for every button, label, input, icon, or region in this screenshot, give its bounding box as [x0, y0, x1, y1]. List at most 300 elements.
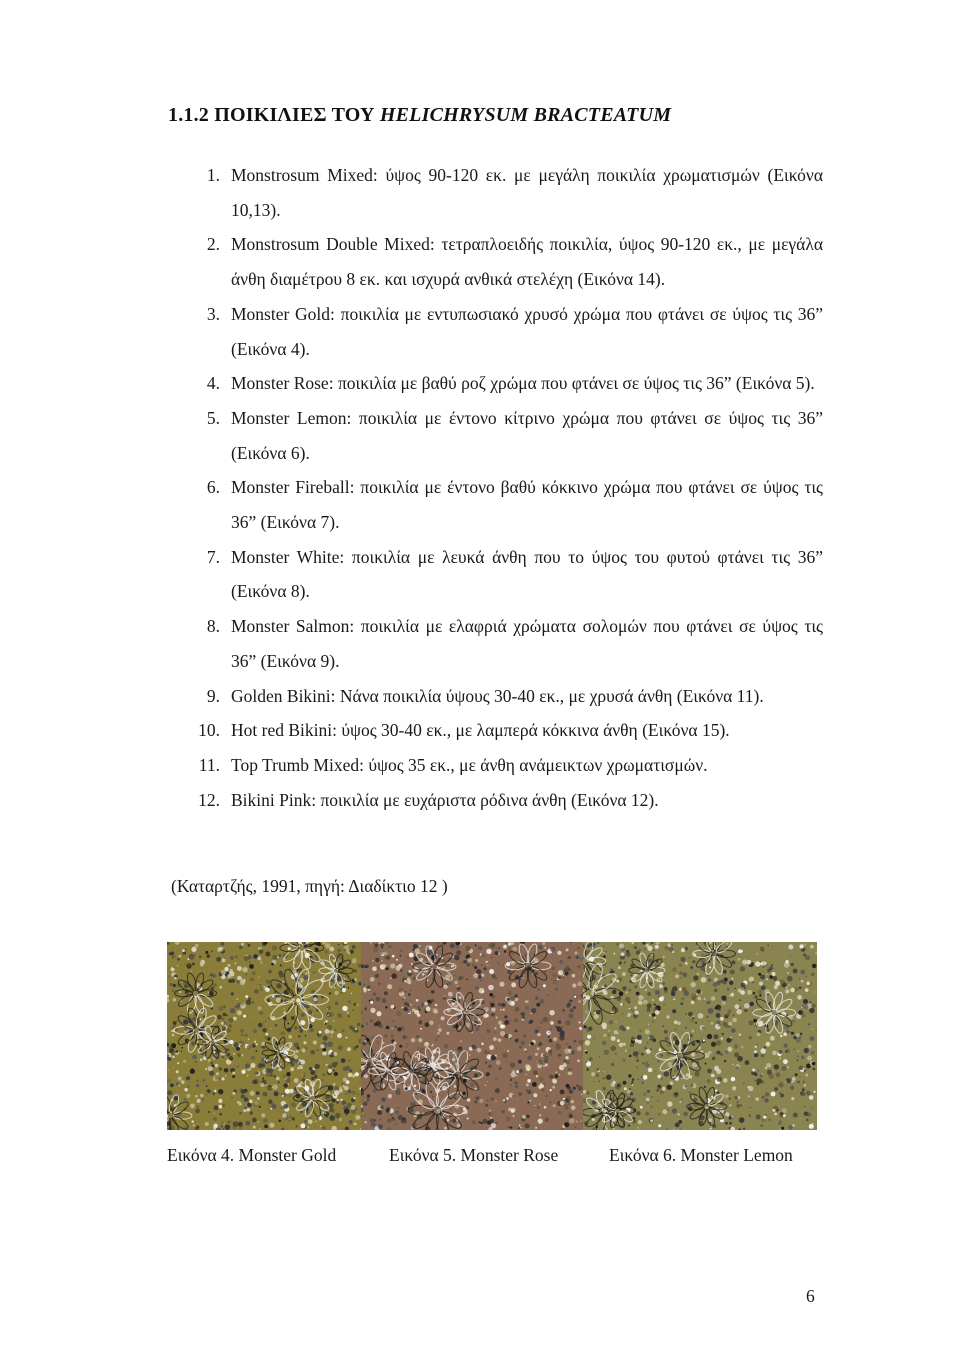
photo-speckle — [280, 1033, 281, 1034]
photo-speckle — [647, 1102, 649, 1104]
photo-speckle — [616, 943, 619, 946]
photo-speckle — [462, 962, 464, 964]
photo-speckle — [435, 1038, 438, 1041]
photo-speckle — [437, 1032, 440, 1035]
photo-speckle — [259, 949, 264, 954]
photo-speckle — [301, 1078, 305, 1082]
photo-speckle — [730, 993, 734, 997]
photo-speckle — [788, 984, 790, 986]
photo-speckle — [245, 995, 248, 998]
photo-speckle — [766, 974, 767, 975]
photo-speckle — [483, 967, 486, 970]
photo-speckle — [485, 1061, 488, 1064]
photo-speckle — [400, 955, 402, 957]
photo-speckle — [763, 1116, 766, 1119]
photo-speckle — [445, 974, 450, 979]
photo-speckle — [403, 996, 405, 998]
photo-speckle — [294, 1055, 299, 1060]
photo-speckle — [692, 1015, 694, 1017]
photo-speckle — [766, 1034, 768, 1036]
photo-speckle — [805, 988, 809, 992]
photo-speckle — [638, 995, 643, 1000]
photo-speckle — [622, 986, 626, 990]
photo-speckle — [679, 971, 683, 975]
photo-speckle — [210, 1061, 213, 1064]
photo-speckle — [266, 980, 270, 984]
photo-speckle — [614, 953, 616, 955]
figure-monster-rose-photo — [361, 942, 583, 1130]
photo-speckle — [755, 1046, 757, 1048]
photo-speckle — [217, 1015, 222, 1020]
photo-speckle — [780, 1035, 783, 1038]
photo-speckle — [377, 1041, 380, 1044]
photo-speckle — [494, 1031, 497, 1034]
photo-speckle — [648, 1024, 649, 1025]
photo-speckle — [649, 1048, 652, 1051]
photo-speckle — [226, 1060, 228, 1062]
photo-speckle — [591, 974, 596, 979]
photo-speckle — [265, 1073, 270, 1078]
photo-speckle — [634, 1006, 637, 1009]
photo-speckle — [663, 956, 665, 958]
photo-speckle — [806, 1119, 809, 1122]
photo-speckle — [743, 1128, 745, 1130]
photo-speckle — [806, 1091, 811, 1096]
photo-speckle — [296, 998, 300, 1002]
heading-latin-name: HELICHRYSUM BRACTEATUM — [379, 104, 672, 126]
photo-speckle — [704, 998, 706, 1000]
photo-speckle — [793, 1048, 795, 1050]
photo-speckle — [317, 1117, 320, 1120]
photo-speckle — [305, 1092, 308, 1095]
photo-speckle — [222, 1018, 224, 1020]
photo-speckle — [287, 1023, 289, 1025]
photo-speckle — [244, 956, 249, 961]
photo-speckle — [631, 1081, 633, 1083]
photo-speckle — [553, 980, 557, 984]
photo-speckle — [704, 1086, 706, 1088]
photo-speckle — [749, 977, 754, 982]
photo-speckle — [814, 1091, 816, 1093]
photo-speckle — [654, 1071, 656, 1073]
photo-speckle — [235, 962, 237, 964]
photo-speckle — [355, 958, 356, 959]
photo-speckle — [426, 1099, 427, 1100]
photo-speckle — [370, 1019, 373, 1022]
photo-speckle — [801, 980, 804, 983]
photo-speckle — [792, 1124, 794, 1126]
photo-speckle — [753, 1019, 757, 1023]
photo-speckle — [391, 1005, 395, 1009]
photo-speckle — [453, 975, 455, 977]
photo-speckle — [812, 964, 817, 969]
photo-speckle — [295, 1050, 298, 1053]
photo-speckle — [564, 1048, 569, 1053]
photo-speckle — [254, 1041, 256, 1043]
photo-speckle — [637, 1079, 639, 1081]
photo-speckle — [551, 978, 553, 980]
photo-speckle — [421, 1003, 424, 1006]
photo-speckle — [586, 1011, 588, 1013]
photo-speckle — [374, 1025, 375, 1026]
photo-speckle — [173, 1066, 174, 1067]
photo-speckle — [506, 1097, 509, 1100]
photo-speckle — [506, 1060, 507, 1061]
photo-speckle — [507, 970, 511, 974]
photo-speckle — [381, 960, 383, 962]
photo-speckle — [734, 1096, 737, 1099]
photo-speckle — [345, 1066, 350, 1071]
photo-speckle — [814, 991, 815, 992]
photo-speckle — [218, 1006, 223, 1011]
photo-speckle — [671, 944, 673, 946]
photo-speckle — [764, 1046, 766, 1048]
photo-speckle — [540, 1084, 544, 1088]
photo-speckle — [268, 970, 272, 974]
photo-speckle — [602, 1041, 606, 1045]
photo-speckle — [416, 999, 419, 1002]
photo-speckle — [197, 1099, 201, 1103]
photo-speckle — [414, 1085, 416, 1087]
photo-speckle — [286, 1020, 288, 1022]
photo-speckle — [240, 1029, 244, 1033]
photo-speckle — [621, 952, 625, 956]
photo-speckle — [396, 959, 398, 961]
photo-speckle — [510, 1063, 515, 1068]
photo-speckle — [478, 1025, 480, 1027]
photo-speckle — [608, 1034, 611, 1037]
photo-speckle — [329, 947, 334, 952]
list-item — [0, 713, 960, 748]
photo-speckle — [409, 953, 414, 958]
photo-speckle — [619, 1043, 624, 1048]
photo-speckle — [310, 1050, 315, 1055]
photo-speckle — [283, 1008, 284, 1009]
photo-speckle — [780, 1094, 784, 1098]
photo-speckle — [259, 1128, 261, 1130]
photo-speckle — [477, 1048, 482, 1053]
photo-speckle — [302, 974, 304, 976]
photo-speckle — [325, 943, 330, 948]
photo-speckle — [515, 1007, 520, 1012]
photo-speckle — [191, 1042, 195, 1046]
photo-speckle — [569, 1090, 573, 1094]
photo-speckle — [647, 946, 652, 951]
photo-speckle — [626, 950, 629, 953]
photo-speckle — [475, 1096, 479, 1100]
photo-speckle — [487, 964, 489, 966]
photo-speckle — [422, 1090, 426, 1094]
photo-speckle — [813, 1068, 816, 1071]
photo-speckle — [240, 980, 245, 985]
photo-speckle — [538, 1042, 542, 1046]
photo-speckle — [485, 1085, 486, 1086]
photo-speckle — [363, 983, 366, 986]
photo-speckle — [344, 1109, 350, 1115]
photo-speckle — [450, 955, 451, 956]
photo-speckle — [578, 1029, 579, 1030]
photo-speckle — [726, 943, 728, 945]
photo-speckle — [407, 1043, 409, 1045]
photo-speckle — [499, 982, 504, 987]
photo-speckle — [683, 1112, 688, 1117]
heading-prefix: 1.1.2 ΠΟΙΚΙΛΙΕΣ ΤΟΥ — [168, 104, 380, 126]
photo-speckle — [514, 994, 518, 998]
photo-speckle — [401, 950, 403, 952]
photo-speckle — [396, 944, 397, 945]
photo-speckle — [404, 1007, 408, 1011]
photo-speckle — [378, 985, 379, 986]
photo-speckle — [678, 1113, 680, 1115]
photo-speckle — [235, 1064, 239, 1068]
photo-speckle — [486, 1014, 489, 1017]
photo-speckle — [617, 1033, 619, 1035]
photo-speckle — [752, 1099, 753, 1100]
photo-speckle — [729, 1098, 731, 1100]
photo-speckle — [487, 1023, 489, 1025]
photo-speckle — [788, 945, 793, 950]
photo-speckle — [492, 1001, 493, 1002]
photo-speckle — [342, 1083, 344, 1085]
photo-speckle — [167, 975, 170, 978]
photo-speckle — [511, 996, 515, 1000]
photo-speckle — [177, 958, 180, 961]
photo-speckle — [518, 1092, 522, 1096]
photo-speckle — [702, 1049, 704, 1051]
photo-speckle — [574, 1127, 576, 1129]
photo-speckle — [566, 1043, 568, 1045]
photo-speckle — [577, 1060, 580, 1063]
photo-speckle — [246, 943, 247, 944]
photo-speckle — [745, 1060, 750, 1065]
photo-speckle — [667, 1101, 672, 1106]
photo-speckle — [273, 1075, 276, 1078]
photo-speckle — [714, 1034, 719, 1039]
photo-speckle — [801, 1056, 804, 1059]
photo-speckle — [611, 1046, 617, 1052]
photo-speckle — [443, 985, 447, 989]
photo-speckle — [417, 1006, 420, 1009]
photo-speckle — [809, 1095, 814, 1100]
photo-speckle — [372, 960, 374, 962]
photo-speckle — [660, 1090, 664, 1094]
photo-speckle — [593, 1081, 594, 1082]
photo-speckle — [690, 966, 693, 969]
photo-speckle — [671, 1031, 672, 1032]
photo-speckle — [707, 1020, 709, 1022]
photo-speckle — [401, 1120, 405, 1124]
photo-speckle — [629, 1050, 630, 1051]
photo-speckle — [444, 1127, 447, 1130]
photo-speckle — [801, 1006, 803, 1008]
photo-speckle — [486, 1072, 489, 1075]
photo-speckle — [586, 1091, 589, 1094]
photo-speckle — [639, 1030, 642, 1033]
photo-speckle — [536, 1003, 540, 1007]
photo-speckle — [475, 1027, 479, 1031]
photo-speckle — [299, 1029, 303, 1033]
photo-speckle — [345, 1114, 347, 1116]
photo-speckle — [174, 955, 176, 957]
photo-speckle — [519, 1046, 522, 1049]
photo-speckle — [222, 1055, 225, 1058]
photo-speckle — [647, 1003, 652, 1008]
photo-speckle — [528, 1021, 531, 1024]
photo-speckle — [587, 1035, 591, 1039]
photo-speckle — [696, 989, 701, 994]
photo-speckle — [695, 1022, 697, 1024]
photo-speckle — [426, 1043, 428, 1045]
photo-speckle — [806, 1064, 811, 1069]
photo-speckle — [349, 1120, 353, 1124]
photo-speckle — [672, 1009, 676, 1013]
photo-speckle — [483, 1119, 488, 1124]
photo-speckle — [352, 1091, 356, 1095]
photo-speckle — [793, 1113, 798, 1118]
photo-speckle — [263, 1092, 268, 1097]
photo-speckle — [717, 1077, 722, 1082]
photo-speckle — [640, 1106, 643, 1109]
photo-speckle — [454, 1097, 456, 1099]
photo-speckle — [542, 1089, 545, 1092]
photo-speckle — [620, 1003, 623, 1006]
photo-speckle — [327, 1014, 329, 1016]
photo-speckle — [280, 964, 281, 965]
photo-speckle — [484, 1050, 488, 1054]
photo-speckle — [597, 1068, 600, 1071]
photo-speckle — [335, 1029, 336, 1030]
photo-speckle — [248, 1038, 250, 1040]
photo-speckle — [519, 1125, 521, 1127]
photo-speckle — [459, 996, 462, 999]
photo-speckle — [504, 1034, 508, 1038]
photo-speckle — [742, 960, 747, 965]
photo-speckle — [325, 1020, 328, 1023]
photo-speckle — [363, 987, 366, 990]
photo-speckle — [343, 982, 345, 984]
photo-speckle — [523, 1034, 526, 1037]
photo-speckle — [678, 1120, 682, 1124]
photo-speckle — [812, 1062, 816, 1066]
photo-speckle — [195, 1061, 197, 1063]
photo-speckle — [233, 1053, 235, 1055]
photo-speckle — [475, 986, 479, 990]
photo-speckle — [779, 1120, 783, 1124]
photo-speckle — [279, 1120, 282, 1123]
photo-speckle — [548, 1049, 552, 1053]
photo-speckle — [243, 1015, 246, 1018]
photo-speckle — [656, 1089, 659, 1092]
photo-speckle — [646, 1062, 647, 1063]
photo-speckle — [313, 997, 317, 1001]
photo-speckle — [509, 950, 511, 952]
photo-speckle — [536, 1030, 539, 1033]
photo-speckle — [278, 954, 281, 957]
photo-speckle — [327, 1025, 332, 1030]
photo-speckle — [269, 1099, 271, 1101]
photo-speckle — [407, 956, 410, 959]
photo-speckle — [348, 987, 349, 988]
photo-speckle — [356, 1115, 360, 1119]
photo-speckle — [219, 986, 222, 989]
photo-speckle — [695, 1000, 697, 1002]
photo-speckle — [487, 1029, 491, 1033]
photo-speckle — [721, 1001, 726, 1006]
photo-speckle — [214, 1090, 216, 1092]
photo-speckle — [800, 1033, 802, 1035]
photo-speckle — [576, 1121, 578, 1123]
photo-speckle — [739, 999, 741, 1001]
photo-speckle — [342, 1006, 347, 1011]
photo-speckle — [370, 1118, 374, 1122]
photo-speckle — [463, 960, 467, 964]
photo-speckle — [804, 944, 806, 946]
photo-speckle — [725, 1095, 729, 1099]
photo-speckle — [390, 977, 392, 979]
photo-speckle — [333, 1052, 337, 1056]
photo-speckle — [622, 1013, 623, 1014]
photo-speckle — [735, 1004, 740, 1009]
photo-speckle — [596, 1105, 598, 1107]
photo-speckle — [464, 1012, 465, 1013]
photo-speckle — [624, 961, 626, 963]
photo-speckle — [651, 1096, 652, 1097]
photo-speckle — [348, 1015, 350, 1017]
photo-speckle — [544, 1059, 548, 1063]
photo-speckle — [744, 1003, 749, 1008]
photo-speckle — [580, 1120, 582, 1122]
photo-speckle — [247, 1075, 249, 1077]
photo-speckle — [562, 1009, 565, 1012]
photo-speckle — [491, 1013, 495, 1017]
photo-speckle — [481, 954, 485, 958]
photo-speckle — [392, 1027, 394, 1029]
photo-speckle — [199, 956, 201, 958]
photo-speckle — [410, 989, 412, 991]
photo-speckle — [589, 1027, 593, 1031]
photo-speckle — [435, 1004, 437, 1006]
photo-speckle — [398, 988, 403, 993]
photo-speckle — [383, 964, 387, 968]
item-number: 6. — [206, 477, 220, 498]
photo-speckle — [274, 1091, 279, 1096]
photo-speckle — [283, 1075, 287, 1079]
photo-speckle — [741, 1046, 743, 1048]
photo-speckle — [341, 989, 343, 991]
photo-speckle — [346, 1080, 350, 1084]
photo-speckle — [681, 948, 685, 952]
photo-speckle — [348, 1073, 352, 1077]
photo-speckle — [692, 1030, 695, 1033]
photo-speckle — [392, 1117, 394, 1119]
photo-speckle — [370, 977, 375, 982]
photo-speckle — [806, 982, 810, 986]
photo-speckle — [309, 1028, 314, 1033]
photo-speckle — [804, 1048, 809, 1053]
photo-speckle — [652, 1020, 654, 1022]
photo-speckle — [307, 1126, 309, 1128]
photo-speckle — [451, 1003, 454, 1006]
photo-speckle — [626, 952, 631, 957]
photo-speckle — [259, 1011, 263, 1015]
photo-speckle — [322, 1126, 326, 1130]
photo-speckle — [691, 1001, 695, 1005]
photo-speckle — [610, 968, 613, 971]
photo-speckle — [490, 993, 493, 996]
photo-speckle — [296, 969, 299, 972]
photo-speckle — [491, 957, 493, 959]
photo-speckle — [452, 967, 453, 968]
